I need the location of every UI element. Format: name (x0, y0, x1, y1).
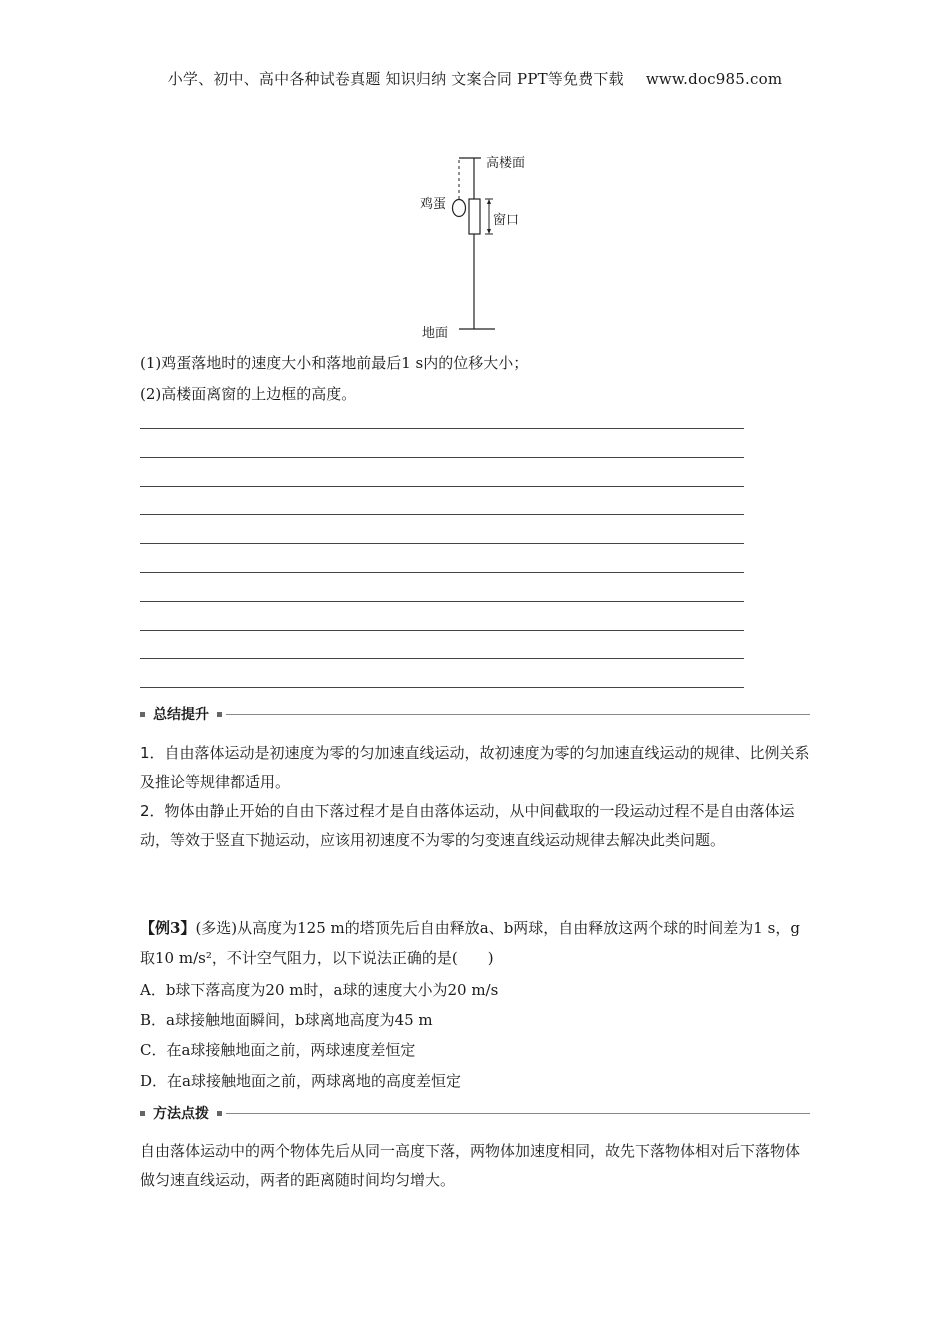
answer-line (140, 572, 744, 601)
answer-line (140, 428, 744, 457)
summary-item-1: 1．自由落体运动是初速度为零的匀加速直线运动，故初速度为零的匀加速直线运动的规律、比例关系及推论等规律都适用。 (140, 744, 810, 791)
answer-line (140, 457, 744, 486)
example-tag: 【例3】 (140, 919, 196, 937)
method-text: 自由落体运动中的两个物体先后从同一高度下落，两物体加速度相同，故先下落物体相对后下落物体做匀速直线运动，两者的距离随时间均匀增大。 (140, 1142, 801, 1189)
option-c: C．在a球接触地面之前，两球速度差恒定 (140, 1041, 416, 1059)
answer-lines (140, 428, 744, 716)
heading-rule (226, 714, 810, 715)
heading-rule (226, 1113, 810, 1114)
bullet-square (140, 712, 145, 717)
question-1: (1)鸡蛋落地时的速度大小和落地前最后1 s内的位移大小； (140, 354, 529, 372)
answer-line (140, 543, 744, 572)
example-stem: (多选)从高度为125 m的塔顶先后自由释放a、b两球，自由释放这两个球的时间差为1 s，g取10 m/s²，不计空气阻力，以下说法正确的是( ) (140, 919, 800, 967)
bullet-square (140, 1111, 145, 1116)
summary-title: 总结提升 (153, 707, 209, 723)
label-egg: 鸡蛋 (420, 197, 447, 212)
label-ground: 地面 (422, 326, 449, 341)
answer-line (140, 658, 744, 687)
building-diagram (415, 148, 545, 348)
label-top: 高楼面 (486, 156, 526, 171)
header-text: 小学、初中、高中各种试卷真题 知识归纳 文案合同 PPT等免费下载 (167, 70, 624, 88)
window-dim-arrow-up (487, 199, 491, 204)
answer-line (140, 630, 744, 659)
summary-item-2: 2．物体由静止开始的自由下落过程才是自由落体运动，从中间截取的一段运动过程不是自由落体运动，等效于竖直下抛运动，应该用初速度不为零的匀变速直线运动规律去解决此类问题。 (140, 802, 795, 849)
header-site: www.doc985.com (645, 70, 783, 88)
option-a: A．b球下落高度为20 m时，a球的速度大小为20 m/s (140, 981, 499, 999)
bullet-square (217, 1111, 222, 1116)
label-window: 窗口 (493, 213, 520, 228)
egg-shape (453, 200, 466, 217)
answer-line (140, 514, 744, 543)
method-title: 方法点拨 (153, 1106, 209, 1122)
option-b: B．a球接触地面瞬间，b球离地高度为45 m (140, 1011, 433, 1029)
window-rect (469, 199, 480, 234)
question-2: (2)高楼面离窗的上边框的高度。 (140, 385, 357, 403)
window-dim-arrow-down (487, 229, 491, 234)
method-heading (140, 1103, 810, 1123)
example-3 (140, 913, 812, 973)
bullet-square (217, 712, 222, 717)
page-header (0, 68, 950, 89)
option-d: D．在a球接触地面之前，两球离地的高度差恒定 (140, 1072, 461, 1090)
summary-heading (140, 704, 810, 724)
diagram-drawing (415, 148, 545, 348)
answer-line (140, 601, 744, 630)
answer-line (140, 486, 744, 515)
